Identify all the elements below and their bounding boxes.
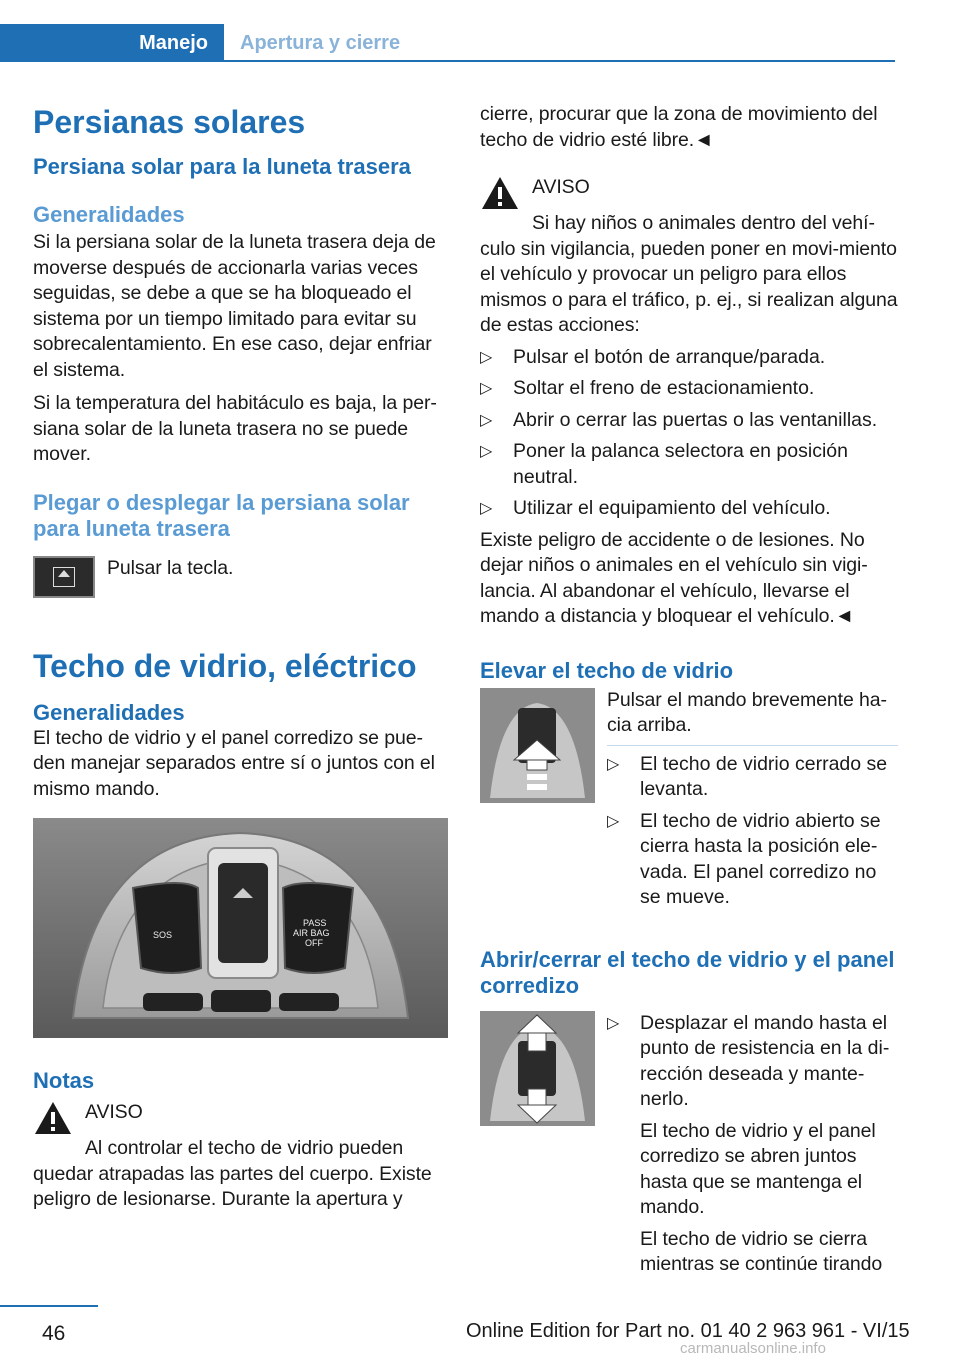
- open-close-paragraph-2: El techo de vidrio se cierra mientras se continúe tirando: [640, 1227, 883, 1275]
- left-column: [33, 100, 451, 1213]
- list-item: ▷ Utilizar el equipamiento del vehículo.: [480, 496, 898, 522]
- warning-2-title: AVISO: [532, 176, 590, 198]
- heading-sun-blinds: Persianas solares: [33, 104, 306, 140]
- open-close-switch-photo: [480, 1011, 595, 1126]
- raise-section: [480, 688, 898, 917]
- paragraph-blind-temp: Si la temperatura del habitáculo es baja, la per‐siana solar de la luneta trasera no se puede mover.: [33, 392, 437, 465]
- overhead-console-photo: [33, 818, 448, 1038]
- header-tab-label: Apertura y cierre: [240, 31, 401, 54]
- open-close-switch-illustration: [480, 1011, 595, 1126]
- warning-triangle-icon: [33, 1100, 73, 1136]
- header-tab-label: Manejo: [139, 31, 208, 54]
- raise-text-block: [607, 688, 898, 917]
- list-item: ▷ Soltar el freno de estacionamiento.: [480, 376, 898, 402]
- heading-raise-roof: Elevar el techo de vidrio: [480, 657, 734, 683]
- open-close-text-block: [607, 1011, 898, 1278]
- warning-1-title: AVISO: [85, 1101, 143, 1123]
- paragraph-continuation: cierre, procurar que la zona de movimiento del techo de vidrio esté libre.◄: [480, 103, 878, 151]
- raise-list: [607, 752, 898, 911]
- edition-text: Online Edition for Part no. 01 40 2 963 961 - VI/15: [466, 1320, 910, 1342]
- pass-label: PASS: [303, 918, 327, 928]
- airbag-label: AIR BAG: [293, 928, 330, 938]
- rear-blind-key-icon: [33, 556, 95, 598]
- list-item: ▷ Abrir o cerrar las puertas o las ventanillas.: [480, 408, 898, 434]
- list-item: ▷ El techo de vidrio abierto se cierra hasta la posición ele‐vada. El panel corredizo no se mueve.: [607, 809, 898, 911]
- raise-switch-illustration: [480, 688, 595, 803]
- watermark: carmanualsonline.info: [680, 1340, 826, 1357]
- raise-instruction: Pulsar el mando brevemente ha‐cia arriba.: [607, 688, 887, 736]
- warning-block-1: [33, 1100, 451, 1136]
- open-close-paragraph-1: El techo de vidrio y el panel corredizo se abren juntos hasta que se mantenga el mando.: [640, 1119, 876, 1218]
- warning-triangle-icon: [480, 175, 520, 211]
- heading-fold-blind: Plegar o desplegar la persiana solar para luneta trasera: [33, 489, 410, 541]
- header-tab-apertura[interactable]: [240, 24, 400, 62]
- off-label: OFF: [305, 938, 323, 948]
- key-instruction: [33, 556, 451, 598]
- list-item: ▷ Poner la palanca selectora en posición neutral.: [480, 439, 898, 490]
- warning-2-text: Si hay niños o animales dentro del vehí‐culo sin vigilancia, pueden poner en movi‐miento el vehículo y provocar un peligro para ellos mismos o para el tráfico, p. ej., si realizan alguna de estas acciones:: [480, 212, 898, 336]
- footer-rule: [0, 1305, 98, 1307]
- header-rule: [0, 60, 895, 62]
- list-item: ▷ Pulsar el botón de arranque/parada.: [480, 345, 898, 371]
- sos-label: SOS: [153, 930, 173, 940]
- paragraph-danger: Existe peligro de accidente o de lesiones. No dejar niños o animales en el vehículo sin vigi‐lancia. Al abandonar el vehículo, llevarse el mando a distancia y bloquear el vehículo.◄: [480, 528, 868, 627]
- warning-1-text: Al controlar el techo de vidrio pueden quedar atrapadas las partes del cuerpo. Existe peligro de lesionarse. Durante la apertura y: [33, 1137, 432, 1210]
- warning-action-list: [480, 345, 898, 522]
- heading-general-1: Generalidades: [33, 202, 185, 227]
- paragraph-roof-general: El techo de vidrio y el panel corredizo se pue‐den manejar separados entre sí o juntos con el mismo mando.: [33, 726, 435, 800]
- right-column: [480, 100, 898, 1278]
- key-instruction-text: Pulsar la tecla.: [107, 556, 234, 579]
- warning-block-2: [480, 175, 898, 211]
- list-item: ▷ Desplazar el mando hasta el punto de resistencia en la di‐rección deseada y mante‐nerlo.: [607, 1011, 898, 1113]
- header-tab-manejo[interactable]: [0, 24, 224, 62]
- paragraph-blind-lock: Si la persiana solar de la luneta trasera deja de moverse después de accionarla varias veces seguidas, se debe a que se ha bloqueado el sistema por un tiempo limitado para evitar su sobrecalentamiento. En ese caso, dejar enfriar el sistema.: [33, 231, 436, 381]
- overhead-console-illustration: [33, 818, 448, 1038]
- heading-open-close: Abrir/cerrar el techo de vidrio y el panel corredizo: [480, 946, 895, 998]
- open-close-section: [480, 1011, 898, 1278]
- list-item: ▷ El techo de vidrio cerrado se levanta.: [607, 752, 898, 803]
- open-close-list: [607, 1011, 898, 1113]
- heading-rear-blind: Persiana solar para la luneta trasera: [33, 154, 411, 179]
- raise-switch-photo: [480, 688, 595, 803]
- heading-notes: Notas: [33, 1068, 95, 1093]
- heading-general-2: Generalidades: [33, 699, 185, 725]
- heading-glass-roof: Techo de vidrio, eléctrico: [33, 647, 417, 684]
- page-number: 46: [42, 1322, 66, 1345]
